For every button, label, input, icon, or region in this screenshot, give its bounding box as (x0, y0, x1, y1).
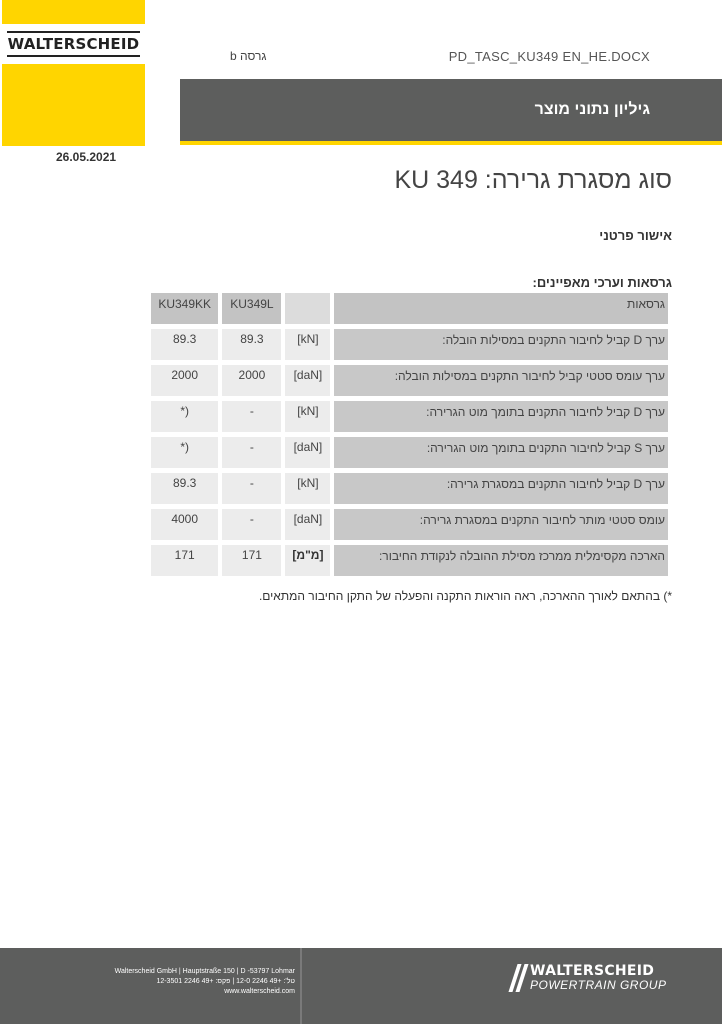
footer-address-line: Walterscheid GmbH | Hauptstraße 150 | D -53797 Lohmar (114, 968, 295, 975)
cell-unit: [kN] (285, 329, 330, 360)
document-date: 26.05.2021 (56, 150, 117, 164)
cell-ku349kk: 2000 (151, 365, 218, 396)
cell-ku349l: - (222, 401, 281, 432)
footnote: *) בהתאם לאורך ההארכה, ראה הוראות התקנה והפעלה של התקן החיבור המתאים. (258, 589, 672, 603)
footer-contact-line: טל': +49 2246 12-0 | פקס: +49 2246 12-3501 (156, 978, 295, 985)
column-header-unit (285, 293, 330, 324)
column-header-label: גרסאות (334, 293, 668, 324)
cell-ku349l: 89.3 (222, 329, 281, 360)
table-row (151, 401, 668, 432)
cell-label: ערך D קביל לחיבור התקנים במסגרת גרירה: (334, 473, 668, 504)
cell-ku349kk: 4000 (151, 509, 218, 540)
cell-label: עומס סטטי מותר לחיבור התקנים במסגרת גרירה: (334, 509, 668, 540)
cell-ku349kk: *) (151, 437, 218, 468)
table-row (151, 437, 668, 468)
cell-unit: [daN] (285, 365, 330, 396)
cell-unit: [daN] (285, 437, 330, 468)
table-row (151, 545, 668, 576)
cell-ku349kk: *) (151, 401, 218, 432)
cell-unit: [kN] (285, 401, 330, 432)
footer (0, 948, 722, 1024)
footer-brand-text (530, 964, 666, 992)
footer-website-link[interactable]: www.walterscheid.com (224, 988, 295, 995)
brand-logo-block (2, 0, 145, 146)
document-filename: PD_TASC_KU349 EN_HE.DOCX (448, 49, 650, 64)
cell-label: ערך עומס סטטי קביל לחיבור התקנים במסילות הובלה: (334, 365, 668, 396)
header-bar (180, 79, 722, 145)
cell-ku349kk: 89.3 (151, 473, 218, 504)
cell-ku349kk: 89.3 (151, 329, 218, 360)
cell-unit: [daN] (285, 509, 330, 540)
table-row (151, 473, 668, 504)
approval-label: אישור פרטני (599, 228, 672, 243)
cell-unit: [מ"מ] (285, 545, 330, 576)
table-header-row (151, 293, 668, 324)
cell-ku349l: 171 (222, 545, 281, 576)
cell-label: ערך D קביל לחיבור התקנים בתומך מוט הגרירה: (334, 401, 668, 432)
column-header-ku349kk: KU349KK (151, 293, 218, 324)
footer-address (115, 967, 295, 997)
table-row (151, 365, 668, 396)
cell-ku349kk: 171 (151, 545, 218, 576)
specs-table (147, 288, 672, 581)
column-header-ku349l: KU349L (222, 293, 281, 324)
table-row (151, 509, 668, 540)
cell-ku349l: - (222, 509, 281, 540)
sizes-heading: גרסאות וערכי מאפיינים: (532, 275, 672, 290)
document-version: גרסה b (230, 49, 267, 63)
table-row (151, 329, 668, 360)
cell-ku349l: - (222, 473, 281, 504)
footer-divider (300, 948, 302, 1024)
logo-text: WALTERSCHEID (7, 31, 141, 57)
brand-mark-icon (510, 964, 526, 992)
header-title: גיליון נתוני מוצר (534, 101, 650, 118)
cell-label: הארכה מקסימלית ממרכז מסילת ההובלה לנקודת החיבור: (334, 545, 668, 576)
brand-logo (2, 24, 145, 64)
footer-brand-logo (510, 964, 666, 992)
cell-ku349l: 2000 (222, 365, 281, 396)
cell-label: ערך S קביל לחיבור התקנים בתומך מוט הגרירה: (334, 437, 668, 468)
cell-unit: [kN] (285, 473, 330, 504)
footer-brand-group: POWERTRAIN GROUP (530, 978, 667, 992)
cell-label: ערך D קביל לחיבור התקנים במסילות הובלה: (334, 329, 668, 360)
page-title: סוג מסגרת גרירה: KU 349 (394, 166, 672, 194)
cell-ku349l: - (222, 437, 281, 468)
footer-brand-name: WALTERSCHEID (530, 963, 655, 979)
